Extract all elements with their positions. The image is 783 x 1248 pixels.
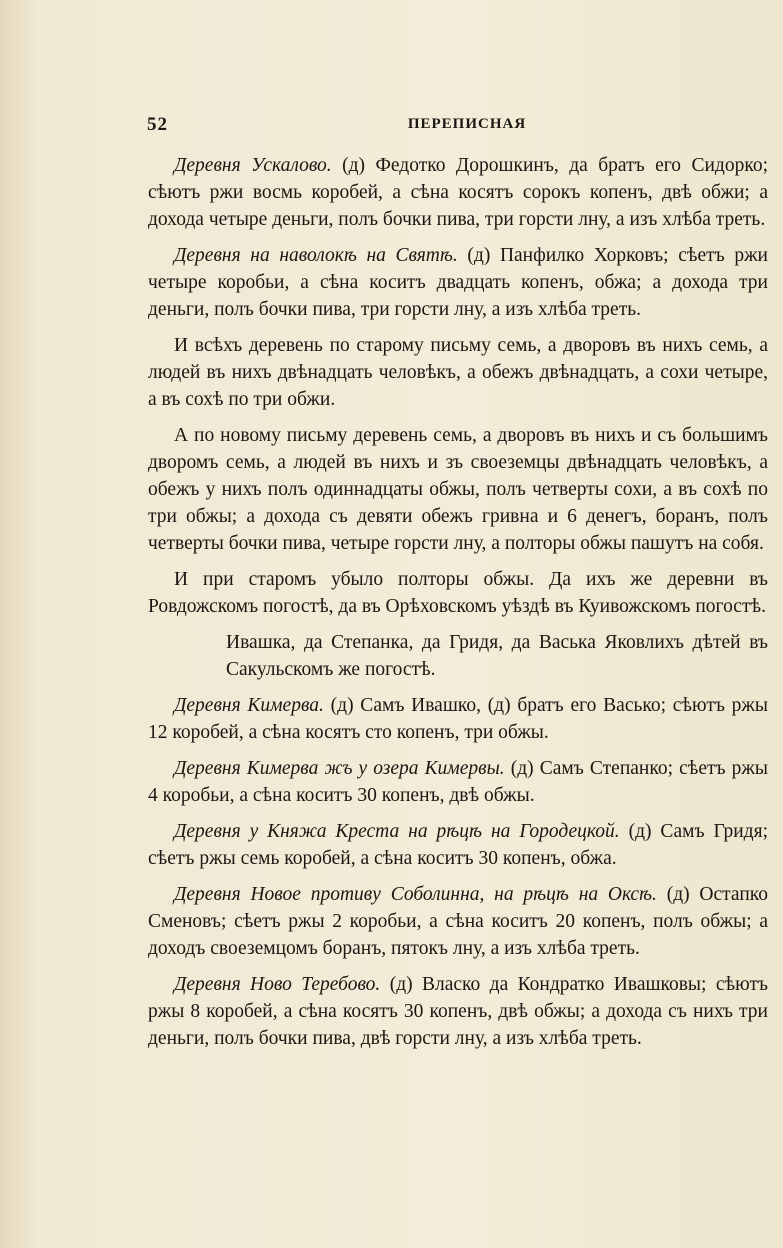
paragraph-text: И всѣхъ деревень по старому письму семь, а дворовъ въ нихъ семь, а людей въ нихъ двѣнадцать человѣкъ, а обежъ двѣнадцать, а сохи четыре, а въ сохѣ по три обжи. (148, 335, 768, 410)
page-body (148, 152, 768, 1061)
paragraph (148, 692, 768, 746)
paragraph-text: (д) Остапко Сменовъ; сѣетъ ржы 2 коробьи, а сѣна коситъ 20 копенъ, полъ обжы; а доходъ своеземцомъ боранъ, пятокъ лну, а изъ хлѣба треть. (148, 884, 768, 959)
paragraph (148, 152, 768, 233)
paragraph (148, 422, 768, 557)
paragraph-text: (д) Панфилко Хорковъ; сѣетъ ржи четыре коробьи, а сѣна коситъ двадцать копенъ, обжа; а дохода три деньги, полъ бочки пива, три горсти лну, а изъ хлѣба треть. (148, 245, 768, 320)
page-header (147, 114, 747, 138)
paragraph (148, 332, 768, 413)
place-name: Деревня на наволокѣ на Святѣ. (174, 245, 458, 266)
paragraph-text: А по новому письму деревень семь, а дворовъ въ нихъ и съ большимъ дворомъ семь, а людей въ нихъ и зъ своеземцы двѣнадцать человѣкъ, а обежъ у нихъ полъ одиннадцаты обжы, полъ четверты сохи, а въ сохѣ по три обжы; а дохода съ девяти обежъ гривна и 6 денегъ, боранъ, полъ четверты бочки пива, четыре горсти лну, а полторы обжы пашутъ на собя. (148, 425, 768, 554)
running-title: ПЕРЕПИСНАЯ (407, 116, 527, 132)
place-name: Деревня Кимерва жъ у озера Кимервы. (174, 758, 505, 779)
paragraph-text: (д) Власко да Кондратко Ивашковы; сѣютъ ржы 8 коробей, а сѣна косятъ 30 копенъ, двѣ обжы; а дохода съ нихъ три деньги, полъ бочки пива, двѣ горсти лну, а изъ хлѣба треть. (148, 974, 768, 1049)
paragraph (148, 971, 768, 1052)
paragraph-text: (д) Самъ Степанко; сѣетъ ржы 4 коробьи, а сѣна коситъ 30 копенъ, двѣ обжы. (148, 758, 768, 806)
paragraph (148, 566, 768, 620)
place-name: Деревня Кимерва. (174, 695, 324, 716)
place-name: Деревня Новое противу Соболинна, на рѣцѣ на Оксѣ. (174, 884, 657, 905)
paragraph (148, 242, 768, 323)
paragraph (148, 818, 768, 872)
paragraph (148, 881, 768, 962)
place-name: Деревня у Княжа Креста на рѣцѣ на Городецкой. (174, 821, 620, 842)
paragraph-text: И при старомъ убыло полторы обжы. Да ихъ же деревни въ Ровдожскомъ погостѣ, да въ Орѣховскомъ уѣздѣ въ Куивожскомъ погостѣ. (148, 569, 768, 617)
paragraph (148, 755, 768, 809)
paragraph-text: (д) Самъ Гридя; сѣетъ ржы семь коробей, а сѣна коситъ 30 копенъ, обжа. (148, 821, 768, 869)
section-subheading: Ивашка, да Степанка, да Гридя, да Васька Яковлихъ дѣтей въ Сакульскомъ же погостѣ. (226, 632, 768, 680)
place-name: Деревня Ускалово. (174, 155, 332, 176)
page-number: 52 (147, 114, 168, 135)
place-name: Деревня Ново Теребово. (174, 974, 381, 995)
paragraph-text: (д) Федотко Дорошкинъ, да братъ его Сидорко; сѣютъ ржи восмь коробей, а сѣна косятъ сорокъ копенъ, двѣ обжи; а дохода четыре деньги, полъ бочки пива, три горсти лну, а изъ хлѣба треть. (148, 155, 768, 230)
paragraph-text: (д) Самъ Ивашко, (д) братъ его Васько; сѣютъ ржы 12 коробей, а сѣна косятъ сто копенъ, три обжы. (148, 695, 768, 743)
